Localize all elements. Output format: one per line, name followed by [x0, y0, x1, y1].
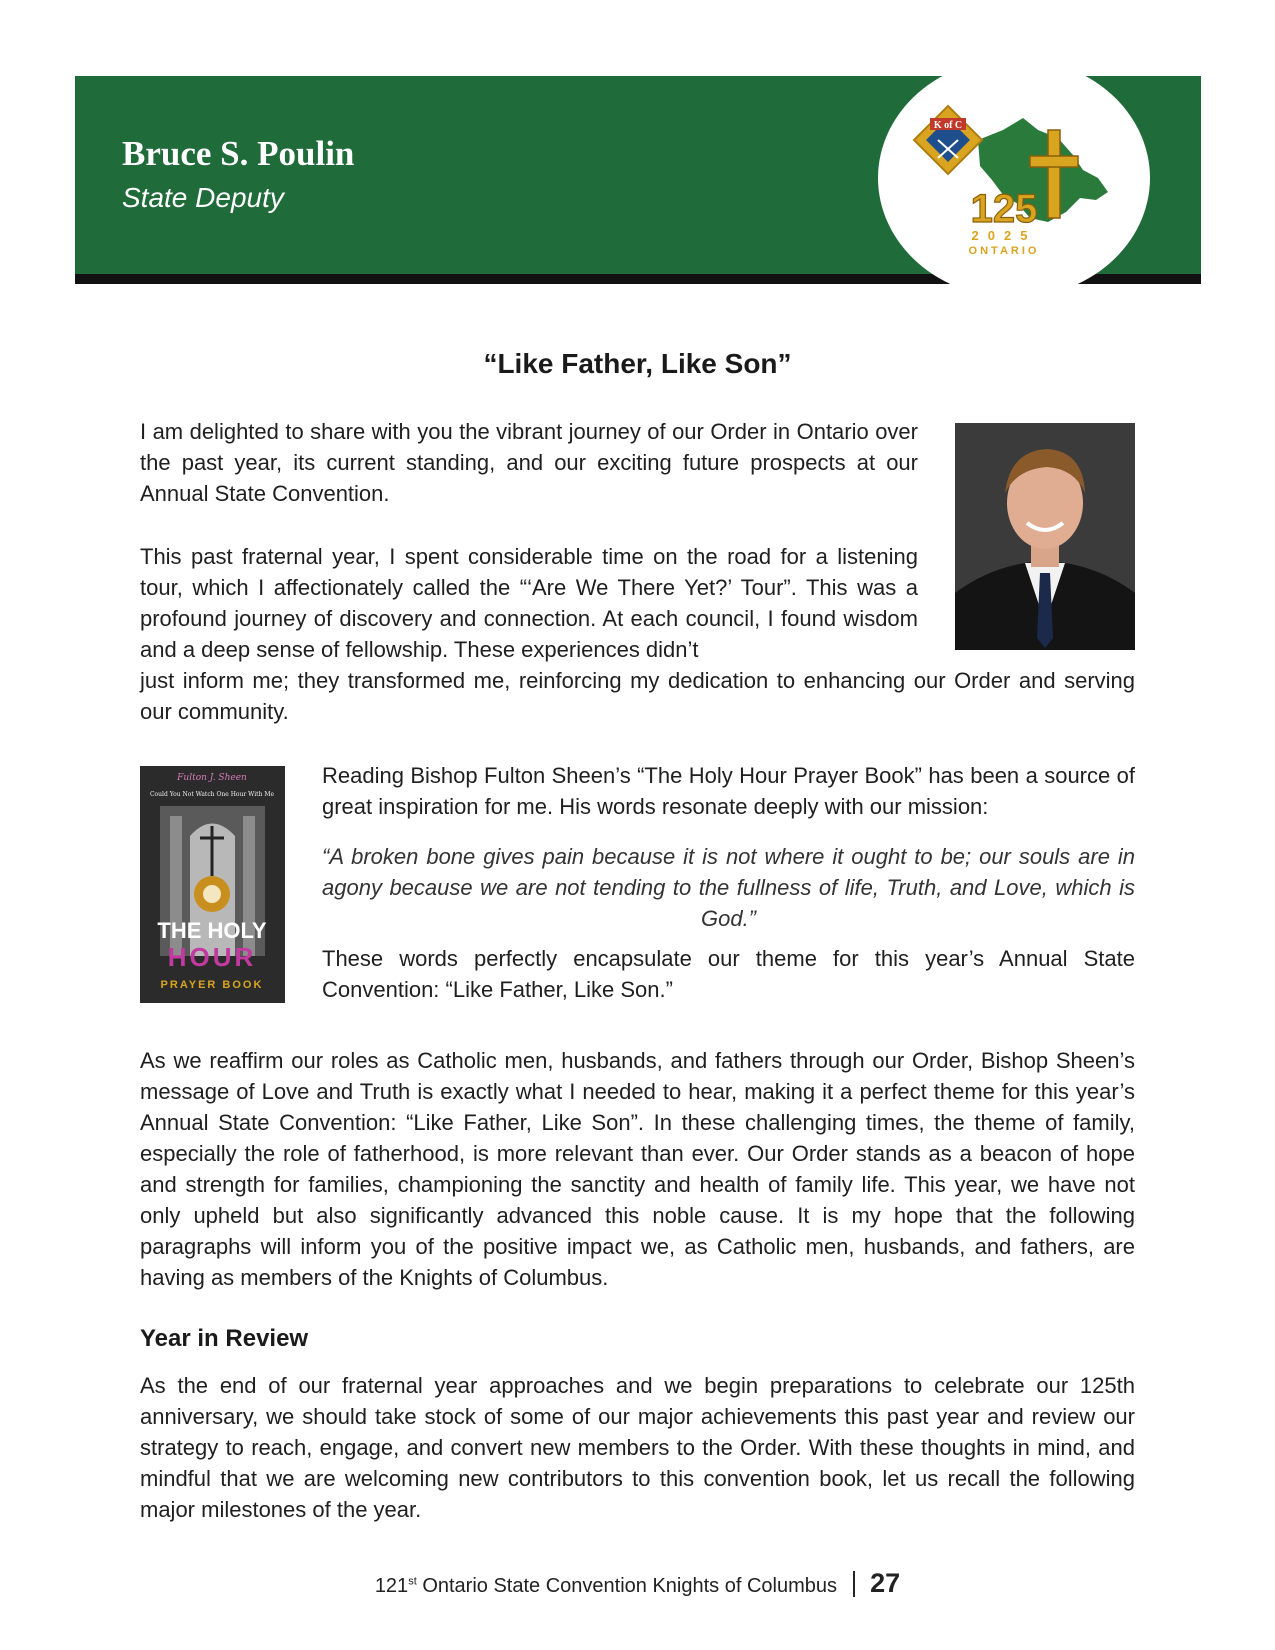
svg-text:K of C: K of C [933, 120, 963, 131]
kofc-emblem-icon [914, 106, 982, 174]
page-footer [0, 1568, 1275, 1599]
theme-paragraph: These words perfectly encapsulate our theme for this year’s Annual State Convention: “Like Father, Like Son.” [322, 946, 1135, 1002]
reaffirm-paragraph: As we reaffirm our roles as Catholic men, husbands, and fathers through our Order, Bishop Sheen’s message of Love and Truth is exactly what I needed to hear, making it a perfect theme for this year’s Annual State Convention: “Like Father, Like Son”. In these challenging times, the theme of family, especially the role of fatherhood, is more relevant than ever. Our Order stands as a beacon of hope and strength for families, championing the sanctity and health of family life. This year, we have not only upheld but also significantly advanced this noble cause. It is my hope that the following paragraphs will inform you of the positive impact we, as Catholic men, husbands, and fathers, are having as members of the Knights of Columbus. [140, 1048, 1135, 1290]
footer-edition: 121 [374, 1575, 409, 1597]
svg-text:Could You Not Watch One Hour W: Could You Not Watch One Hour With Me [149, 791, 275, 798]
logo-region: ONTARIO [968, 245, 1040, 257]
sheen-quote: “A broken bone gives pain because it is not where it ought to be; our souls are in agony because we are not tending to the fullness of life, Truth, and Love, which is God.” [322, 844, 1135, 931]
section-heading: Year in Review [140, 1325, 309, 1352]
book-paragraph: Reading Bishop Fulton Sheen’s “The Holy Hour Prayer Book” has been a source of great inspiration for me. His words resonate deeply with our mission: [322, 763, 1135, 819]
logo-anniversary: 125 [970, 187, 1038, 231]
footer-text: Ontario State Convention Knights of Columbus [422, 1575, 837, 1597]
page-number: 27 [870, 1568, 901, 1598]
footer-separator [853, 1571, 855, 1597]
author-portrait [955, 423, 1135, 650]
logo-year: 2025 [971, 228, 1037, 243]
author-role: State Deputy [122, 182, 284, 213]
svg-text:HOUR: HOUR [167, 942, 257, 972]
svg-text:THE HOLY: THE HOLY [157, 918, 267, 943]
book-cover [140, 766, 285, 1003]
listening-tour-paragraph-continued: just inform me; they transformed me, reinforcing my dedication to enhancing our Order and serving our community. [140, 668, 1135, 724]
year-review-paragraph: As the end of our fraternal year approaches and we begin preparations to celebrate our 125th anniversary, we should take stock of some of our major achievements this past year and review our strategy to reach, engage, and convert new members to the Order. With these thoughts in mind, and mindful that we are welcoming new contributors to this convention book, let us recall the following major milestones of the year. [140, 1373, 1135, 1522]
listening-tour-paragraph: This past fraternal year, I spent considerable time on the road for a listening tour, which I affectionately called the “‘Are We There Yet?’ Tour”. This was a profound journey of discovery and connection. At each council, I found wisdom and a deep sense of fellowship. These experiences didn’t [140, 544, 918, 662]
kofc-ontario-125-logo [908, 100, 1120, 260]
author-name: Bruce S. Poulin [122, 134, 355, 173]
svg-text:PRAYER BOOK: PRAYER BOOK [160, 979, 264, 991]
intro-paragraph: I am delighted to share with you the vibrant journey of our Order in Ontario over the past year, its current standing, and our exciting future prospects at our Annual State Convention. [140, 419, 918, 506]
svg-text:Fulton J. Sheen: Fulton J. Sheen [177, 773, 247, 783]
footer-edition-suffix: st [408, 1575, 417, 1588]
article-title: “Like Father, Like Son” [483, 348, 792, 379]
